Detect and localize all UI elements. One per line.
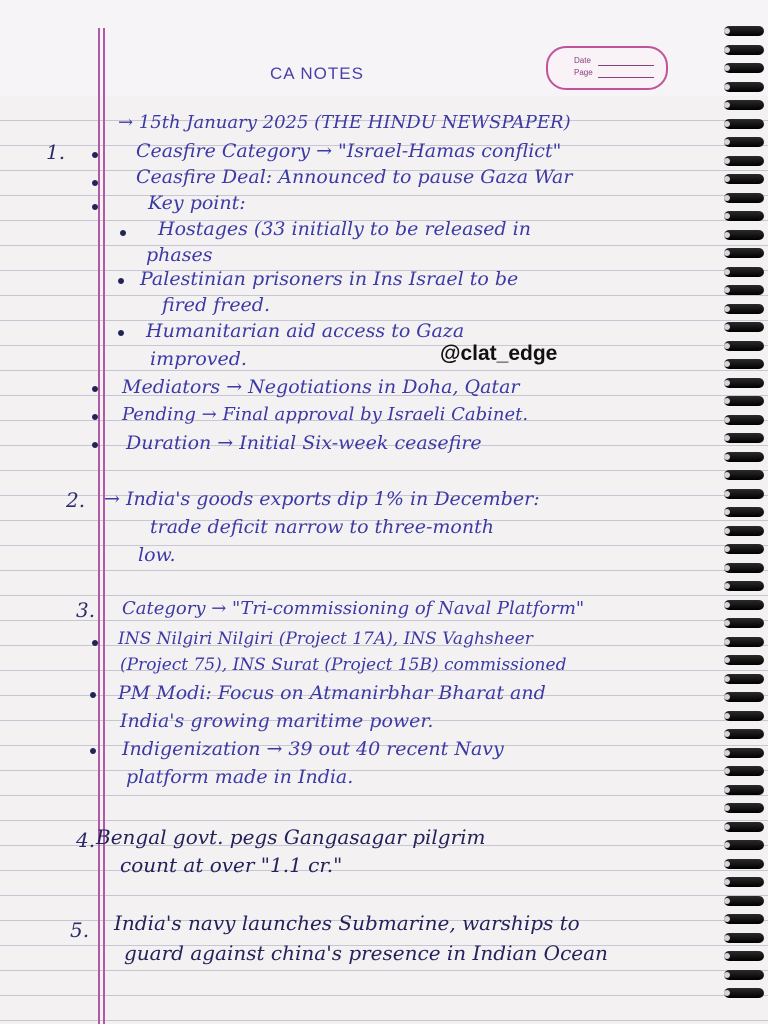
binding-hole	[724, 28, 730, 34]
binding-hole	[724, 213, 730, 219]
spiral-ring	[724, 322, 764, 332]
spiral-ring	[724, 230, 764, 240]
binding-hole	[724, 639, 730, 645]
binding-hole	[724, 176, 730, 182]
note-line: Duration → Initial Six-week ceasefire	[126, 432, 482, 454]
spiral-ring	[724, 600, 764, 610]
spiral-ring	[724, 840, 764, 850]
bullet	[92, 180, 98, 186]
binding-hole	[724, 750, 730, 756]
note-line: (Project 75), INS Surat (Project 15B) commissioned	[120, 655, 567, 675]
spiral-ring	[724, 526, 764, 536]
spiral-ring	[724, 822, 764, 832]
spiral-ring	[724, 82, 764, 92]
spiral-ring	[724, 137, 764, 147]
spiral-ring	[724, 748, 764, 758]
binding-hole	[724, 583, 730, 589]
binding-hole	[724, 47, 730, 53]
bullet	[92, 386, 98, 392]
binding-hole	[724, 565, 730, 571]
spiral-ring	[724, 581, 764, 591]
spiral-ring	[724, 896, 764, 906]
binding-hole	[724, 250, 730, 256]
spiral-binding	[722, 20, 768, 1010]
note-line: low.	[138, 544, 176, 566]
spiral-ring	[724, 119, 764, 129]
page-title: CA NOTES	[270, 64, 364, 83]
binding-hole	[724, 417, 730, 423]
note-line: Mediators → Negotiations in Doha, Qatar	[122, 376, 520, 398]
spiral-ring	[724, 285, 764, 295]
binding-hole	[724, 990, 730, 996]
spiral-ring	[724, 618, 764, 628]
spiral-ring	[724, 100, 764, 110]
spiral-ring	[724, 156, 764, 166]
spiral-ring	[724, 378, 764, 388]
spiral-ring	[724, 470, 764, 480]
binding-hole	[724, 380, 730, 386]
date-rule	[598, 65, 654, 66]
bullet	[92, 442, 98, 448]
spiral-ring	[724, 859, 764, 869]
binding-hole	[724, 861, 730, 867]
margin-line	[103, 28, 105, 1024]
spiral-ring	[724, 396, 764, 406]
spiral-ring	[724, 914, 764, 924]
binding-hole	[724, 546, 730, 552]
binding-hole	[724, 898, 730, 904]
binding-hole	[724, 824, 730, 830]
bullet	[120, 230, 126, 236]
bullet	[92, 414, 98, 420]
binding-hole	[724, 361, 730, 367]
spiral-ring	[724, 988, 764, 998]
binding-hole	[724, 787, 730, 793]
spiral-ring	[724, 267, 764, 277]
binding-hole	[724, 491, 730, 497]
binding-hole	[724, 287, 730, 293]
binding-hole	[724, 657, 730, 663]
item-number-3: 3.	[76, 598, 96, 622]
binding-hole	[724, 953, 730, 959]
spiral-ring	[724, 304, 764, 314]
binding-hole	[724, 768, 730, 774]
binding-hole	[724, 102, 730, 108]
spiral-ring	[724, 341, 764, 351]
binding-hole	[724, 935, 730, 941]
note-line: trade deficit narrow to three-month	[150, 516, 494, 538]
page-rule	[598, 77, 654, 78]
note-line: Ceasfire Category → "Israel-Hamas conflict"	[136, 140, 562, 162]
binding-hole	[724, 306, 730, 312]
note-line: platform made in India.	[126, 766, 354, 788]
note-line: Ceasfire Deal: Announced to pause Gaza War	[136, 166, 573, 188]
spiral-ring	[724, 45, 764, 55]
note-line: Category → "Tri-commissioning of Naval Platform"	[122, 598, 585, 619]
spiral-ring	[724, 248, 764, 258]
binding-hole	[724, 158, 730, 164]
spiral-ring	[724, 729, 764, 739]
binding-hole	[724, 269, 730, 275]
note-line: Humanitarian aid access to Gaza	[146, 320, 465, 342]
binding-hole	[724, 842, 730, 848]
binding-hole	[724, 620, 730, 626]
note-line: Key point:	[148, 192, 246, 214]
note-line: guard against china's presence in Indian Ocean	[124, 941, 608, 965]
spiral-ring	[724, 174, 764, 184]
watermark: @clat_edge	[440, 342, 558, 365]
spiral-ring	[724, 655, 764, 665]
note-line: PM Modi: Focus on Atmanirbhar Bharat and	[118, 682, 546, 704]
binding-hole	[724, 398, 730, 404]
note-line: → 15th January 2025 (THE HINDU NEWSPAPER)	[118, 112, 571, 133]
spiral-ring	[724, 692, 764, 702]
item-number-4: 4.	[76, 828, 96, 852]
spiral-ring	[724, 674, 764, 684]
binding-hole	[724, 713, 730, 719]
spiral-ring	[724, 951, 764, 961]
note-line: → India's goods exports dip 1% in December:	[104, 488, 540, 510]
note-line: improved.	[150, 348, 247, 370]
binding-hole	[724, 435, 730, 441]
bullet	[118, 330, 124, 336]
spiral-ring	[724, 415, 764, 425]
binding-hole	[724, 805, 730, 811]
binding-hole	[724, 454, 730, 460]
note-line: Indigenization → 39 out 40 recent Navy	[122, 738, 504, 760]
binding-hole	[724, 84, 730, 90]
binding-hole	[724, 232, 730, 238]
spiral-ring	[724, 63, 764, 73]
spiral-ring	[724, 26, 764, 36]
item-number-1: 1.	[46, 140, 66, 164]
binding-hole	[724, 509, 730, 515]
note-line: INS Nilgiri Nilgiri (Project 17A), INS Vaghsheer	[118, 629, 533, 649]
spiral-ring	[724, 563, 764, 573]
date-label: Date	[574, 56, 591, 65]
binding-hole	[724, 731, 730, 737]
spiral-ring	[724, 211, 764, 221]
binding-hole	[724, 916, 730, 922]
note-line: Pending → Final approval by Israeli Cabinet.	[122, 404, 529, 425]
spiral-ring	[724, 785, 764, 795]
bullet	[92, 152, 98, 158]
margin-line	[98, 28, 100, 1024]
item-number-2: 2.	[66, 488, 86, 512]
note-line: fired freed.	[162, 294, 271, 316]
spiral-ring	[724, 711, 764, 721]
binding-hole	[724, 343, 730, 349]
note-line: Hostages (33 initially to be released in	[158, 218, 531, 240]
date-page-box	[546, 46, 668, 90]
note-line: Palestinian prisoners in Ins Israel to be	[140, 268, 519, 290]
bullet	[92, 640, 98, 646]
binding-hole	[724, 324, 730, 330]
binding-hole	[724, 528, 730, 534]
spiral-ring	[724, 452, 764, 462]
binding-hole	[724, 676, 730, 682]
item-number-5: 5.	[70, 918, 90, 942]
bullet	[118, 278, 124, 284]
spiral-ring	[724, 803, 764, 813]
binding-hole	[724, 139, 730, 145]
binding-hole	[724, 879, 730, 885]
spiral-ring	[724, 489, 764, 499]
spiral-ring	[724, 544, 764, 554]
bullet	[90, 692, 96, 698]
binding-hole	[724, 65, 730, 71]
binding-hole	[724, 972, 730, 978]
spiral-ring	[724, 359, 764, 369]
binding-hole	[724, 472, 730, 478]
page-label: Page	[574, 68, 593, 77]
spiral-ring	[724, 433, 764, 443]
spiral-ring	[724, 193, 764, 203]
spiral-ring	[724, 766, 764, 776]
note-line: India's navy launches Submarine, warships to	[114, 911, 580, 935]
bullet	[92, 204, 98, 210]
note-line: count at over "1.1 cr."	[120, 853, 343, 877]
bullet	[90, 748, 96, 754]
note-line: India's growing maritime power.	[120, 710, 434, 732]
note-line: Bengal govt. pegs Gangasagar pilgrim	[96, 825, 486, 849]
binding-hole	[724, 121, 730, 127]
binding-hole	[724, 602, 730, 608]
binding-hole	[724, 195, 730, 201]
note-line: phases	[146, 244, 213, 266]
spiral-ring	[724, 877, 764, 887]
spiral-ring	[724, 933, 764, 943]
spiral-ring	[724, 970, 764, 980]
binding-hole	[724, 694, 730, 700]
spiral-ring	[724, 637, 764, 647]
spiral-ring	[724, 507, 764, 517]
